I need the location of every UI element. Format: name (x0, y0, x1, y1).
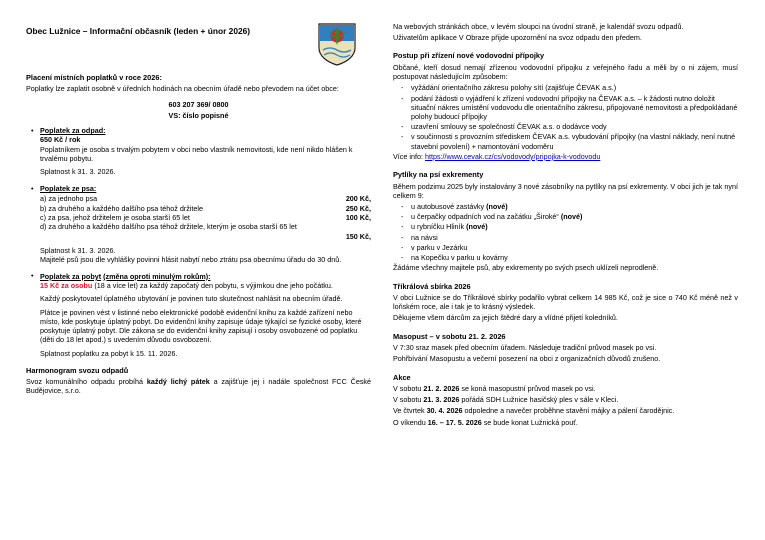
dog-bags-heading: Pytlíky na psí exkrementy (393, 170, 484, 180)
location-name: u rybníčku Hliník (411, 222, 467, 232)
right-column (393, 22, 738, 530)
dog-fee-row (40, 194, 371, 203)
event-date: 30. 4. 2026 (426, 406, 463, 416)
dog-fee-row (40, 222, 371, 241)
web-calendar-text: Na webových stránkách obce, v levém sloupci na úvodní straně, je kalendář svozu odpadů. (393, 22, 684, 31)
event-pre: V sobotu (393, 384, 424, 394)
dog-bags-footer: Žádáme všechny majitele psů, aby exkrementy po svých psech uklízeli neprodleně. (393, 263, 659, 273)
location-note: (nové) (466, 222, 488, 232)
dog-fee-note: Majitelé psů jsou dle vyhlášky povinni hlásit nabytí nebo ztrátu psa obecnímu úřadu do 30 dnů. (40, 254, 342, 264)
event-pre: V sobotu (393, 395, 424, 405)
list-item (40, 272, 371, 358)
account-number: 603 207 369/ 0800 (168, 99, 229, 109)
water-connection-heading: Postup při zřízení nové vodovodní přípojky (393, 51, 545, 61)
waste-schedule-text (26, 377, 371, 395)
carnival-heading: Masopust – v sobotu 21. 2. 2026 (393, 331, 506, 341)
variable-symbol: VS: číslo popisné (168, 110, 229, 120)
list-item (411, 233, 738, 242)
list-item: - podání žádosti o vyjádření k zřízení vodovodní přípojky na ČEVAK a.s. – k žádosti nutno doložit situační nákres umístění vodovodu dle orientačního zákresu, připojované nemovitosti a předpokládané polohy budoucí přípojky (411, 94, 738, 122)
left-column (26, 22, 371, 530)
waste-schedule-heading: Harmonogram svozu odpadů (26, 365, 129, 375)
dog-bags-text: Během podzimu 2025 byly instalovány 3 nové zásobníky na pytlíky na psí exkrementy. V obci jich je tak nyní celkem 9: (393, 181, 738, 200)
dog-fee-amount: 250 Kč, (345, 203, 371, 213)
waste-schedule-text-1: Svoz komunálního odpadu probíhá (26, 377, 147, 387)
dog-fee-label: b) za druhého a každého dalšího psa téhož držitele (40, 203, 204, 213)
dog-fee-label: c) za psa, jehož držitelem je osoba starší 65 let (40, 212, 190, 222)
event-pre: O víkendu (393, 417, 428, 427)
water-more-info-label: Více info: (393, 151, 425, 161)
app-notification-text: Uživatelům aplikace V Obraze přijde upozornění na svoz odpadu den předem. (393, 33, 642, 43)
event-post: odpoledne a navečer proběhne stavění májky a pálení čarodějnic. (462, 406, 675, 416)
water-more-info (393, 152, 738, 161)
event-line (393, 395, 738, 404)
list-item (40, 126, 371, 176)
location-name: na návsi (411, 232, 438, 242)
location-name: v parku v Jezárku (411, 242, 468, 252)
municipal-crest-icon (317, 22, 357, 64)
stay-fee-due: Splatnost poplatku za pobyt k 15. 11. 2026. (40, 348, 178, 358)
event-post: pořádá SDH Lužnice hasičský ples v sále v Kleci. (459, 395, 619, 405)
dog-fee-label: a) za jednoho psa (40, 194, 98, 204)
dog-fee-block (26, 184, 371, 264)
three-kings-heading: Tříkrálová sbírka 2026 (393, 281, 471, 291)
waste-fee-text: Poplatníkem je osoba s trvalým pobytem v obci nebo vlastník nemovitosti, kde není nikdo hlášen k trvalému pobytu. (40, 144, 353, 163)
dog-fee-label: d) za druhého a každého dalšího psa téhož držitele, kterým je osoba starší 65 let (40, 222, 297, 232)
water-connection-steps (393, 83, 738, 151)
event-date: 16. – 17. 5. 2026 (427, 417, 482, 427)
three-kings-p2: Děkujeme všem dárcům za jejich štědré dary a vlídné přijetí koledníků. (393, 313, 618, 323)
list-item (411, 222, 738, 231)
list-item (411, 243, 738, 252)
stay-fee-rate-line (40, 281, 371, 290)
carnival-p1: V 7:30 sraz masek před obecním úřadem. Následuje tradiční průvod masek po vsi. (393, 343, 657, 353)
list-item (411, 202, 738, 211)
list-item: - v součinnosti s provozním střediskem ČEVAK a.s. vybudování přípojky (na vlastní náklady, není nutné stavební povolení) + namontování vodoměru (411, 132, 738, 150)
dog-fee-list (40, 194, 371, 241)
event-post: se bude konat Lužnická pouť. (481, 417, 578, 427)
location-note: (nové) (560, 212, 583, 222)
stay-fee-rate: 15 Kč za osobu (40, 281, 93, 291)
event-line (393, 418, 738, 427)
event-date: 21. 2. 2026 (423, 384, 460, 394)
stay-fee-rate-detail: (18 a více let) za každý započatý den pobytu, s výjimkou dne jeho počátku. (94, 281, 333, 291)
location-note: (nové) (486, 202, 508, 211)
dog-bags-locations (393, 202, 738, 262)
waste-schedule-emphasis: každý lichý pátek (146, 377, 210, 387)
dog-fee-amount: 100 Kč, (345, 212, 371, 222)
carnival-p2: Pohřbívání Masopustu a večerní posezení na obci z organizačních důvodů zrušeno. (393, 354, 661, 364)
stay-fee-block (26, 272, 371, 358)
location-name: na Kopečku v parku u kovárny (411, 253, 508, 263)
dog-fee-row (40, 204, 371, 213)
dog-fee-amount: 200 Kč, (345, 194, 371, 204)
events-heading: Akce (393, 372, 411, 382)
event-line (393, 384, 738, 393)
dog-fee-row (40, 213, 371, 222)
stay-fee-p1: Každý poskytovatel úplatného ubytování je povinen tuto skutečnost nahlásit na obecním úřadě. (40, 294, 343, 304)
waste-fee-due: Splatnost k 31. 3. 2026. (40, 167, 116, 176)
waste-fee-block (26, 126, 371, 176)
list-item: - uzavření smlouvy se společností ČEVAK a.s. o dodávce vody (411, 122, 738, 131)
three-kings-p1: V obci Lužnice se do Tříkrálové sbírky podařilo vybrat celkem 14 985 Kč, což je sice o 740 Kč méně než v loňském roce, ale i tak je to krásný výsledek. (393, 293, 738, 312)
waste-fee-amount: 650 Kč / rok (40, 135, 81, 145)
title-row (26, 22, 371, 64)
fees-heading: Placení místních poplatků v roce 2026: (26, 73, 162, 82)
dog-fee-due: Splatnost k 31. 3. 2026. (40, 245, 116, 255)
cevak-link[interactable]: https://www.cevak.cz/cs/vodovody/pripojka-k-vodovodu (424, 151, 601, 161)
event-line (393, 406, 738, 415)
stay-fee-title-note: (změna oproti minulým rokům): (103, 271, 211, 281)
list-item (411, 253, 738, 262)
location-name: u autobusové zastávky (411, 202, 487, 211)
fees-intro: Poplatky lze zaplatit osobně v úředních hodinách na obecním úřadě nebo převodem na účet obce: (26, 84, 339, 94)
dog-fee-title: Poplatek ze psa: (40, 184, 97, 194)
event-date: 21. 3. 2026 (423, 395, 460, 405)
list-item (411, 212, 738, 221)
event-pre: Ve čtvrtek (393, 406, 427, 416)
waste-fee-title: Poplatek za odpad: (40, 126, 106, 136)
event-post: se koná masopustní průvod masek po vsi. (459, 384, 596, 394)
list-item: - vyžádání orientačního zákresu polohy sítí (zajišťuje ČEVAK a.s.) (411, 83, 738, 92)
page-title: Obec Lužnice – Informační občasník (leden + únor 2026) (26, 26, 251, 36)
list-item (40, 184, 371, 264)
waste-schedule-text-2: a zajišťuje jej i nadále společnost FCC České Budějovice, s.r.o. (26, 377, 372, 396)
location-name: u čerpačky odpadních vod na začátku „Široké“ (411, 212, 561, 222)
dog-fee-amount: 150 Kč, (345, 232, 371, 242)
water-connection-intro: Občané, kteří dosud nemají zřízenou vodovodní přípojku z veřejného řadu a měli by o ni zájem, musí postupovat následujícím způsobem: (393, 62, 738, 82)
stay-fee-p2: Plátce je povinen vést v listinné nebo elektronické podobě evidenční knihu za každé zařízení nebo místo, kde poskytuje úplatný pobyt. Do evidenční knihy zapisuje údaje týkající se fyzické osoby, které poskytuje úplatný pobyt. Dle zákona se do evidenční knihy zapisují i osoby osvobozené od poplatku (děti do 18 let apod.) s uvedením důvodu osvobození. (40, 307, 362, 345)
stay-fee-title: Poplatek za pobyt (40, 271, 102, 281)
